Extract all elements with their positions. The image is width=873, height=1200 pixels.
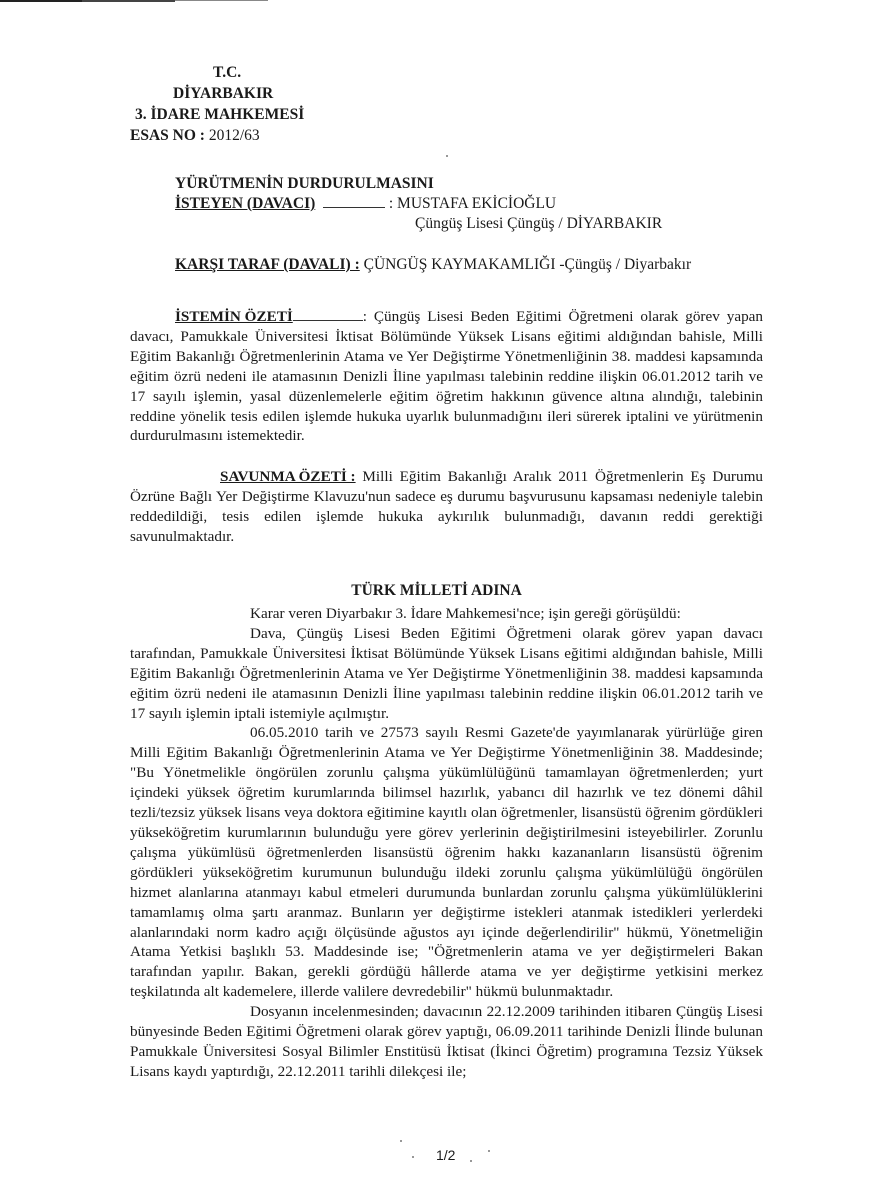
scan-noise: [470, 1160, 472, 1162]
defense-summary-text: Milli Eğitim Bakanlığı Aralık 2011 Öğretmenlerin Eş Durumu Özrüne Bağlı Yer Değiştirme Klavuzu'nun sadece eş durumu başvurusunu kapsaması nedeniyle talebin reddedildiği, tesis edilen işlemde hukuka aykırılık bulunmadığı, davanın reddi gerektiği savunulmaktadır.: [130, 468, 763, 545]
decision-body: [130, 604, 763, 1082]
plaintiff-label: İSTEYEN (DAVACI): [175, 195, 316, 212]
plaintiff-address: Çüngüş Lisesi Çüngüş / DİYARBAKIR: [415, 215, 663, 232]
plaintiff-name: : MUSTAFA EKİCİOĞLU: [388, 195, 557, 212]
underline-filler: [293, 320, 363, 321]
defense-summary-section: [130, 467, 763, 547]
decision-paragraph: 06.05.2010 tarih ve 27573 sayılı Resmi Gazete'de yayımlanarak yürürlüğe giren Milli Eğitim Bakanlığı Öğretmenlerinin Atama ve Yer Değiştirme Yönetmenliğinin 38. Maddesinde; "Bu Yönetmelikle öngörülen zorunlu çalışma yükümlülüğünü tamamlayan öğretmenlerden; yurt içindeki yüksek öğretim kurumlarında bilimsel hazırlık, yabancı dil hazırlık ve tez dönemi dâhil tezli/tezsiz yüksek lisans veya doktora eğitimine kayıtlı olan öğretmenler, lisansüstü öğrenim gördükleri yükseköğretim kurumlarının bulunduğu yere görev yerlerinin değiştirilmesini isteyebilirler. Zorunlu çalışma yükümlüsü öğretmenlerden lisansüstü öğrenim hakkı kazananların lisansüstü öğrenim gördükleri yükseköğretim kurumunun bulunduğu ildeki zorunlu çalışma yükümlülüğü öngörülen hizmet alanlarına atanmayı kabul etmeleri durumunda bunlardan zorunlu çalışma yükümlülüklerini tamamlamış olma şartı aranmaz. Bunların yer değiştirme istekleri atanmak istedikleri yerlerdeki alanlarındaki norm kadro açığı ölçüsünde ağustos ayı içinde değerlendirilir" hükmü, Yönetmeliğin Atama Yetkisi başlıklı 53. Maddesinde ise; "Öğretmenlerin atama ve yer değiştirmeleri Bakan tarafından yapılır. Bakan, gerekli gördüğü hâllerde atama ve yer değiştirme yetkisini merkez teşkilatında alt kademelere, illerde valilere devredebilir" hükmü bulunmaktadır.: [130, 724, 763, 1001]
decision-paragraph: Dosyanın incelenmesinden; davacının 22.12.2009 tarihinden itibaren Çüngüş Lisesi bünyesinde Beden Eğitimi Öğretmeni olarak görev yaptığı, 06.09.2011 tarihinde Denizli İlinde bulunan Pamukkale Üniversitesi Sosyal Bilimler Enstitüsü İktisat (İkinci Öğretim) programına Tezsiz Yüksek Lisans kaydı yaptırdığı, 22.12.2011 tarihli dilekçesi ile;: [130, 1003, 763, 1080]
defendant-label: KARŞI TARAF (DAVALI) :: [175, 256, 360, 273]
decision-title: TÜRK MİLLETİ ADINA: [351, 582, 522, 599]
scan-noise: [400, 1140, 402, 1142]
scan-edge-mark: [0, 0, 873, 3]
scan-noise: [488, 1150, 490, 1152]
case-number-label: ESAS NO :: [130, 127, 205, 144]
case-number-row: [130, 125, 304, 146]
request-title: YÜRÜTMENİN DURDURULMASINI: [175, 175, 434, 192]
request-summary-label: İSTEMİN ÖZETİ: [175, 308, 293, 325]
court-header: [130, 62, 304, 146]
defense-summary-label: SAVUNMA ÖZETİ :: [220, 468, 356, 485]
decision-paragraph: Dava, Çüngüş Lisesi Beden Eğitimi Öğretmeni olarak görev yapan davacı tarafından, Pamukkale Üniversitesi İktisat Bölümünde Yüksek Lisans eğitimi aldığından bahisle, Milli Eğitim Bakanlığı Öğretmenlerinin Atama ve Yer Değiştirme Yönetmenliğinin 38. maddesi kapsamında eğitim özrü nedeni ile atamasının Denizli İline yapılması talebinin reddine ilişkin 06.01.2012 tarih ve 17 sayılı işlemin iptali istemiyle açılmıştır.: [130, 624, 763, 722]
underline-filler: [323, 207, 385, 208]
decision-paragraph: Karar veren Diyarbakır 3. İdare Mahkemesi'nce; işin gereği görüşüldü:: [250, 605, 681, 622]
parties-block: [175, 174, 691, 275]
court-name: 3. İDARE MAHKEMESİ: [135, 106, 305, 123]
scan-noise: [446, 155, 448, 157]
city-label: DİYARBAKIR: [173, 85, 274, 102]
case-number: 2012/63: [208, 127, 260, 144]
defendant-value: ÇÜNGÜŞ KAYMAKAMLIĞI -Çüngüş / Diyarbakır: [363, 256, 692, 273]
scan-noise: [412, 1156, 414, 1158]
request-summary-text: : Çüngüş Lisesi Beden Eğitimi Öğretmeni olarak görev yapan davacı, Pamukkale Üniversitesi İktisat Bölümünde Yüksek Lisans eğitimi aldığından bahisle, Milli Eğitim Bakanlığı Öğretmenlerinin Atama ve Yer Değiştirme Yönetmenliğinin 38. maddesi kapsamında eğitim özrü nedeni ile atamasının Denizli İline yapılması talebinin reddine ilişkin 06.01.2012 tarih ve 17 sayılı işlemin, yasal düzenlemelerle eğitim öğretim hakkının güvence altına alındığı, talebinin reddine yönelik tesis edilen işlemde hukuka uyarlık bulunmadığını ileri sürerek iptalini ve yürütmenin durdurulmasını istemektedir.: [130, 308, 763, 445]
page-number: 1/2: [436, 1147, 456, 1163]
request-summary-section: [130, 307, 763, 446]
country-label: T.C.: [213, 64, 242, 81]
